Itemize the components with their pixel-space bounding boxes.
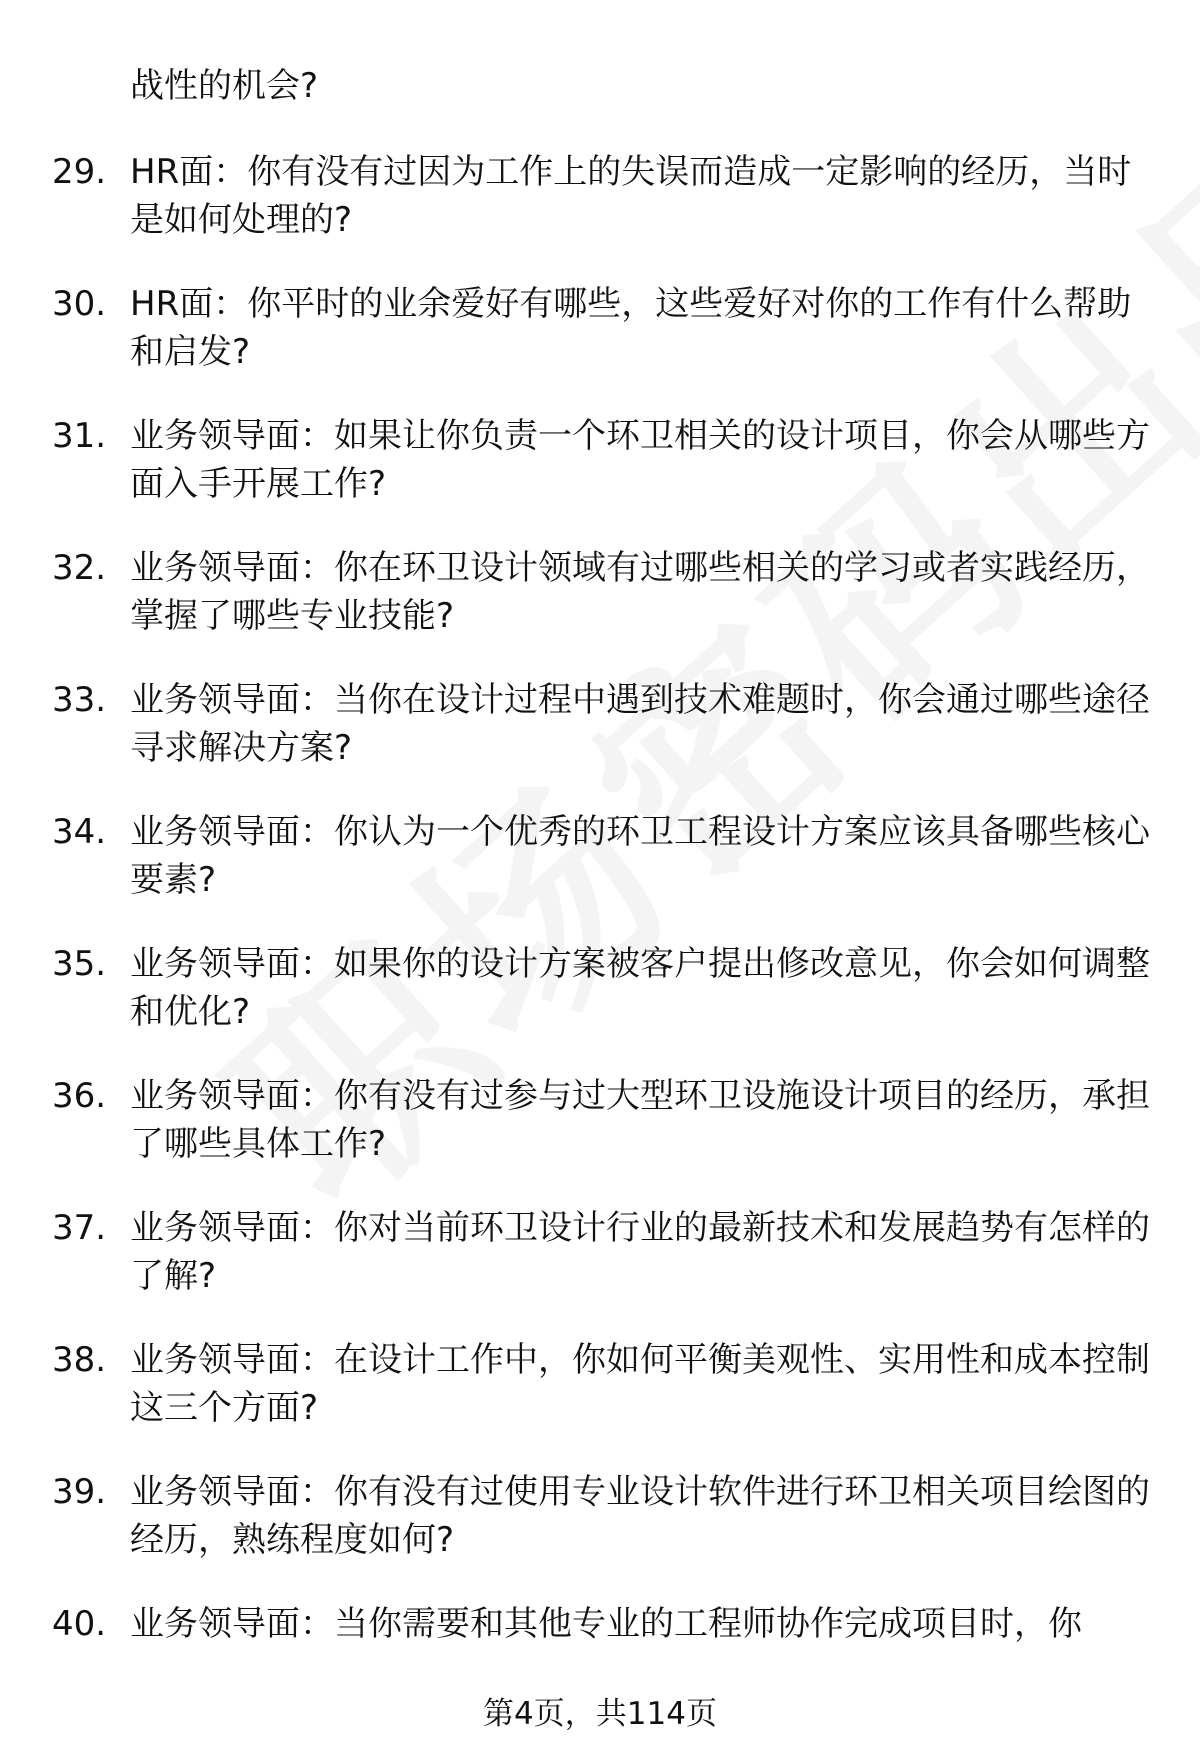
question-list — [0, 148, 1200, 1732]
question-item — [0, 676, 1200, 808]
question-item — [0, 940, 1200, 1072]
question-item — [0, 1336, 1200, 1468]
question-item — [0, 1468, 1200, 1600]
question-item — [0, 148, 1200, 280]
question-text: 业务领导面：当你需要和其他专业的工程师协作完成项目时，你 — [130, 1604, 1082, 1644]
question-number: 38. — [52, 1340, 107, 1380]
question-text: 业务领导面：你在环卫设计领域有过哪些相关的学习或者实践经历，掌握了哪些专业技能? — [130, 548, 1150, 636]
question-number: 32. — [52, 548, 107, 588]
question-number: 36. — [52, 1076, 107, 1116]
question-text: HR面：你平时的业余爱好有哪些，这些爱好对你的工作有什么帮助和启发? — [130, 284, 1132, 372]
question-item — [0, 1072, 1200, 1204]
page-footer — [0, 1694, 1200, 1734]
question-number: 31. — [52, 416, 107, 456]
question-number: 29. — [52, 152, 107, 192]
question-number: 34. — [52, 812, 107, 852]
question-text: 业务领导面：当你在设计过程中遇到技术难题时，你会通过哪些途径寻求解决方案? — [130, 680, 1150, 768]
question-text: 业务领导面：在设计工作中，你如何平衡美观性、实用性和成本控制这三个方面? — [130, 1340, 1150, 1428]
question-text: 业务领导面：如果让你负责一个环卫相关的设计项目，你会从哪些方面入手开展工作? — [130, 416, 1150, 504]
question-item — [0, 544, 1200, 676]
question-number: 39. — [52, 1472, 107, 1512]
question-number: 35. — [52, 944, 107, 984]
question-number: 37. — [52, 1208, 107, 1248]
question-text: 业务领导面：如果你的设计方案被客户提出修改意见，你会如何调整和优化? — [130, 944, 1150, 1032]
page-number-label: 第4页，共114页 — [483, 1696, 717, 1732]
question-text: 业务领导面：你有没有过使用专业设计软件进行环卫相关项目绘图的经历，熟练程度如何? — [130, 1472, 1150, 1560]
question-text: 业务领导面：你有没有过参与过大型环卫设施设计项目的经历，承担了哪些具体工作? — [130, 1076, 1150, 1164]
question-text: HR面：你有没有过因为工作上的失误而造成一定影响的经历，当时是如何处理的? — [130, 152, 1132, 240]
question-number: 30. — [52, 284, 107, 324]
continued-question-text: 战性的机会? — [130, 66, 319, 106]
question-text: 业务领导面：你对当前环卫设计行业的最新技术和发展趋势有怎样的了解? — [130, 1208, 1150, 1296]
question-text: 业务领导面：你认为一个优秀的环卫工程设计方案应该具备哪些核心要素? — [130, 812, 1150, 900]
question-item — [0, 412, 1200, 544]
question-number: 33. — [52, 680, 107, 720]
question-item — [0, 1204, 1200, 1336]
question-item — [0, 280, 1200, 412]
question-item — [0, 808, 1200, 940]
question-number: 40. — [52, 1604, 107, 1644]
